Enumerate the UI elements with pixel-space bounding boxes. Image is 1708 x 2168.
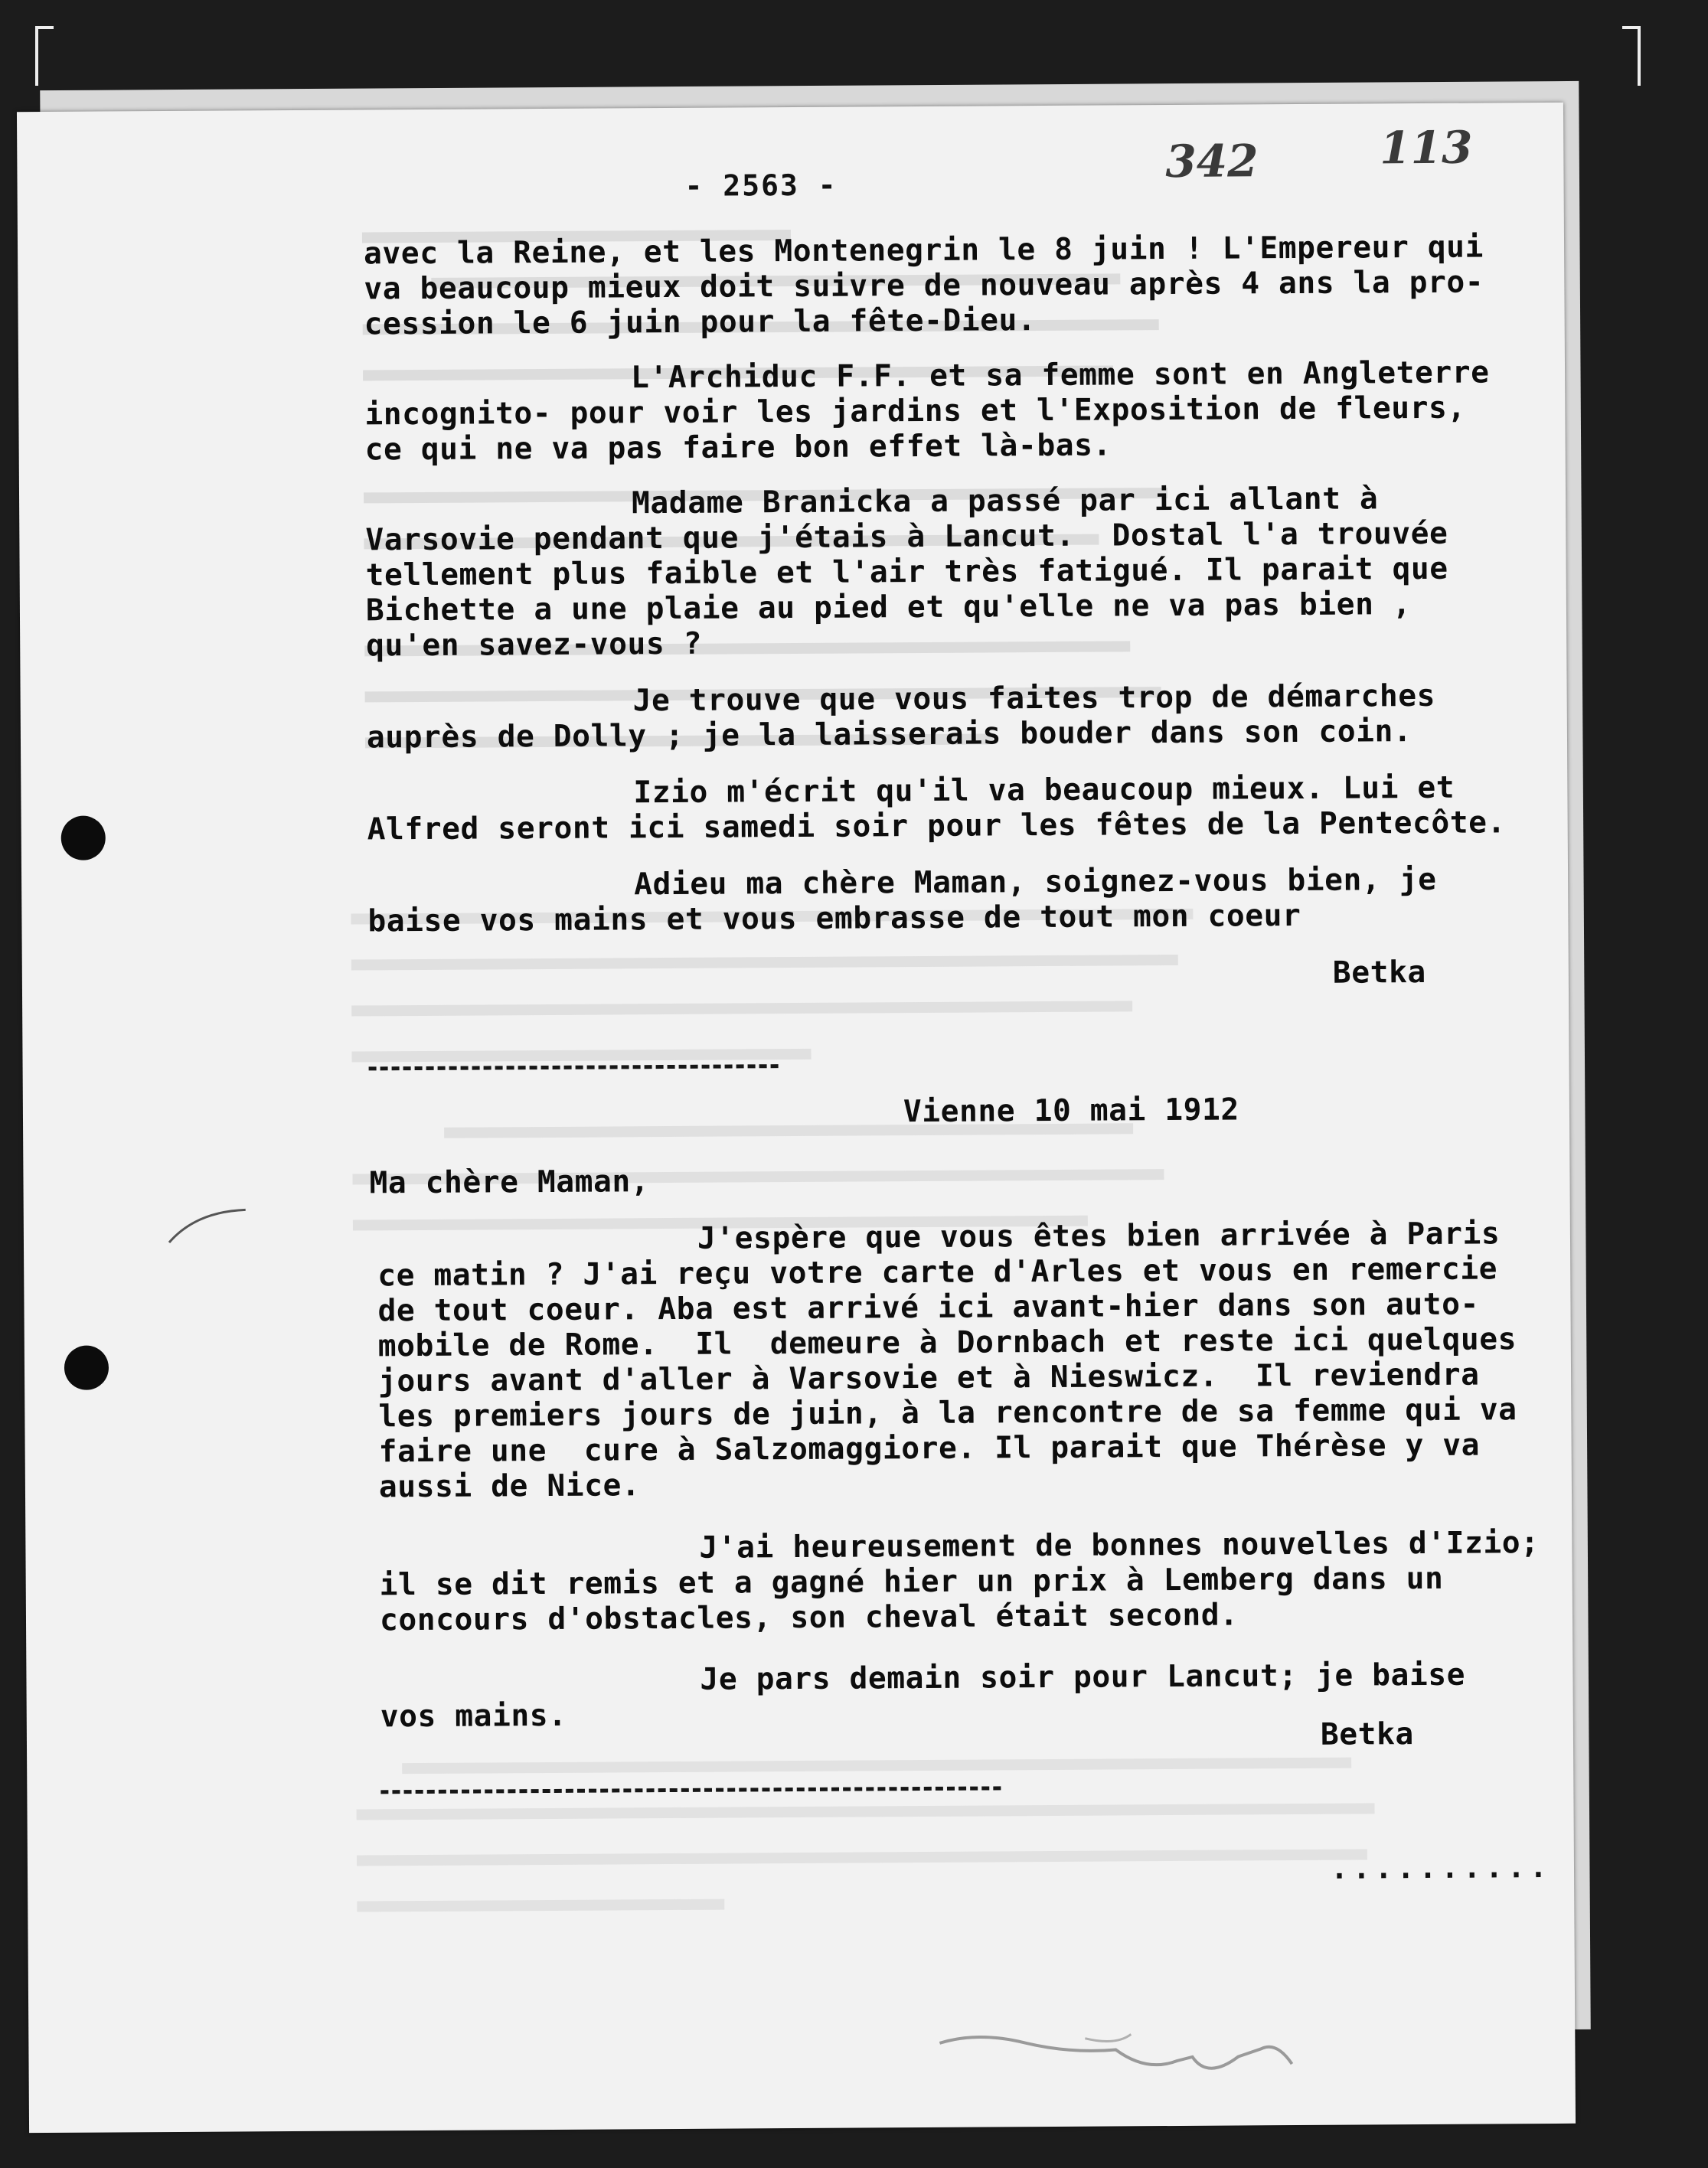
letter1-line: Alfred seront ici samedi soir pour les fêtes de la Pentecôte. (367, 805, 1507, 847)
letter1-line: Madame Branicka a passé par ici allant à (631, 481, 1379, 521)
letter2-line: Je pars demain soir pour Lancut; je baise (700, 1657, 1466, 1697)
letter2-line: de tout coeur. Aba est arrivé ici avant-hier dans son auto- (377, 1286, 1480, 1329)
letter2-line: jours avant d'aller à Varsovie et à Nieswicz. Il reviendra (377, 1357, 1480, 1399)
letter2-line: ce matin ? J'ai reçu votre carte d'Arles et vous en remercie (377, 1251, 1498, 1294)
letter1-line: avec la Reine, et les Montenegrin le 8 juin ! L'Empereur qui (363, 229, 1484, 272)
letter1-line: cession le 6 juin pour la fête-Dieu. (364, 302, 1037, 342)
letter2-line: J'ai heureusement de bonnes nouvelles d'Izio; (699, 1525, 1540, 1566)
punch-hole-upper (61, 816, 106, 860)
handwritten-folio-number: 113 (1380, 121, 1473, 175)
letter1-line: L'Archiduc F.F. et sa femme sont en Angleterre (630, 354, 1490, 396)
continuation-dots: .......... (1330, 1850, 1552, 1886)
pencil-mark (165, 1203, 250, 1250)
letter1-signature: Betka (1332, 954, 1426, 991)
document-page (17, 103, 1576, 2133)
letter2-line: il se dit remis et a gagné hier un prix à Lemberg dans un (379, 1560, 1444, 1603)
show-through-texture-lower (356, 1741, 1506, 1947)
letter1-line: baise vos mains et vous embrasse de tout mon coeur (367, 897, 1301, 939)
letter1-line: auprès de Dolly ; je la laisserais bouder dans son coin. (366, 713, 1412, 756)
handwritten-page-number: 342 (1165, 135, 1259, 188)
letter2-line: faire une cure à Salzomaggiore. Il parait que Thérèse y va (378, 1427, 1481, 1470)
letter1-line: Bichette a une plaie au pied et qu'elle ne va pas bien , (365, 586, 1412, 629)
letter2-line: vos mains. (380, 1697, 567, 1735)
letter2-line: concours d'obstacles, son cheval était second. (379, 1597, 1239, 1638)
letter1-line: incognito- pour voir les jardins et l'Exposition de fleurs, (364, 390, 1466, 433)
letter2-dateline: Vienne 10 mai 1912 (903, 1092, 1239, 1130)
letter1-line: ce qui ne va pas faire bon effet là-bas. (364, 427, 1112, 468)
letter1-line: va beaucoup mieux doit suivre de nouveau après 4 ans la pro- (364, 264, 1484, 307)
letter2-salutation: Ma chère Maman, (369, 1164, 650, 1201)
letter1-line: Adieu ma chère Maman, soignez-vous bien, je (633, 861, 1437, 903)
letter2-line: mobile de Rome. Il demeure à Dornbach et reste ici quelques (377, 1321, 1517, 1364)
letter1-line: Izio m'écrit qu'il va beaucoup mieux. Lui et (633, 769, 1455, 811)
letter2-line: les premiers jours de juin, à la rencontre de sa femme qui va (378, 1392, 1517, 1435)
letter2-line: J'espère que vous êtes bien arrivée à Paris (697, 1216, 1501, 1256)
letter2-signature: Betka (1320, 1716, 1414, 1752)
typed-page-number: - 2563 - (684, 168, 838, 203)
letter1-line: qu'en savez-vous ? (366, 625, 703, 664)
crop-mark-left (35, 26, 54, 86)
letter1-line: Varsovie pendant que j'étais à Lancut. Dostal l'a trouvée (365, 515, 1448, 558)
letter2-line: aussi de Nice. (378, 1468, 641, 1505)
pencil-scribble (932, 2018, 1300, 2089)
crop-mark-right (1622, 26, 1641, 86)
letter1-line: tellement plus faible et l'air très fatigué. Il parait que (365, 550, 1448, 593)
punch-hole-lower (64, 1345, 109, 1389)
letter1-line: Je trouve que vous faites trop de démarches (632, 678, 1436, 719)
